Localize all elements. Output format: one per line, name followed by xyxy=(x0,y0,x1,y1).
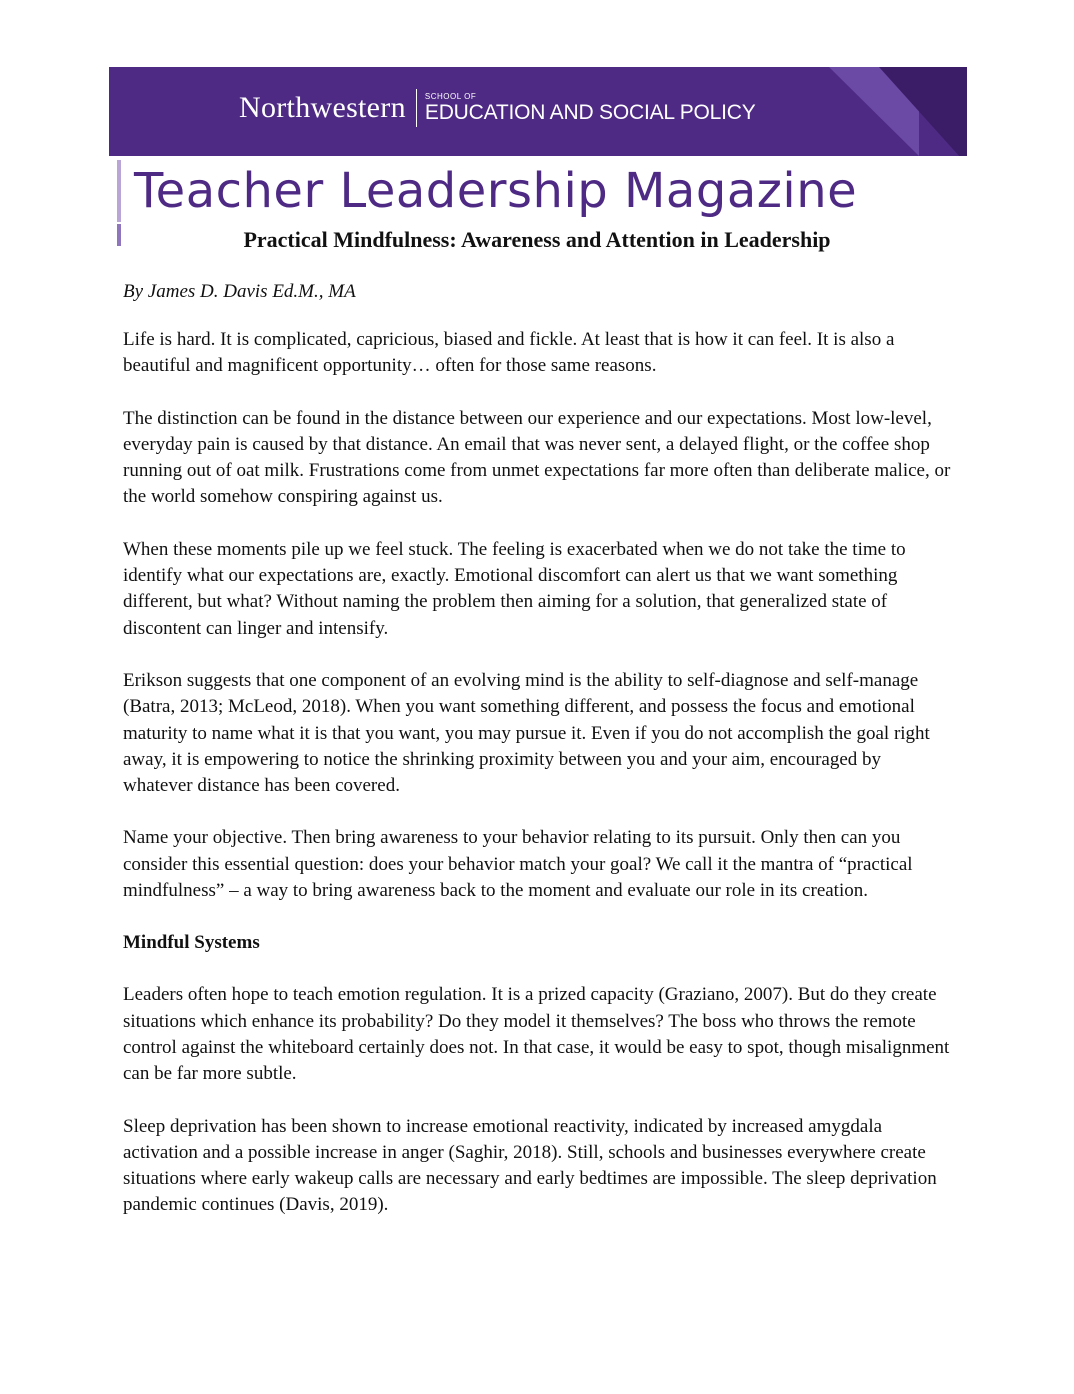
article-author: By James D. Davis Ed.M., MA xyxy=(123,281,356,302)
body-paragraph: When these moments pile up we feel stuck. The feeling is exacerbated when we do not take the time to identify what our expectations are, exactly. Emotional discomfort can alert us that we want something different, but what? Without naming the problem then aiming for a solution, that generalized state of discontent can linger and intensify. xyxy=(123,538,906,639)
banner-divider xyxy=(416,89,417,127)
section-heading: Mindful Systems xyxy=(123,932,260,954)
body-paragraph: Erikson suggests that one component of an evolving mind is the ability to self-diagnose and self-manage (Batra, 2013; McLeod, 2018). When you want something different, and possess the focus and emotional maturity to name what it is that you want, you may pursue it. Even if you do not accomplish the goal right away, it is empowering to notice the shrinking proximity between you and your aim, encouraged by whatever distance has been covered. xyxy=(123,669,930,797)
school-banner xyxy=(109,67,967,156)
school-name-block xyxy=(425,92,756,125)
article-title: Practical Mindfulness: Awareness and Attention in Leadership xyxy=(243,227,831,252)
banner-logo xyxy=(239,89,756,127)
magazine-accent-bar-lower xyxy=(117,224,121,246)
body-paragraph: Leaders often hope to teach emotion regulation. It is a prized capacity (Graziano, 2007). But do they create situations which enhance its probability? Do they model it themselves? The boss who throws the remote control against the whiteboard certainly does not. In that case, it would be easy to spot, though misalignment can be far more subtle. xyxy=(123,984,950,1085)
school-of-label: SCHOOL OF xyxy=(424,91,477,101)
body-paragraph: Life is hard. It is complicated, capricious, biased and fickle. At least that is how it can feel. It is also a beautiful and magnificent opportunity… often for those same reasons. xyxy=(123,329,895,377)
body-paragraph: Name your objective. Then bring awareness to your behavior relating to its pursuit. Only then can you consider this essential question: does your behavior match your goal? We call it the mantra of “practical mindfulness” – a way to bring awareness back to the moment and evaluate our role in its creation. xyxy=(123,827,913,902)
body-paragraph: Sleep deprivation has been shown to increase emotional reactivity, indicated by increased amygdala activation and a possible increase in anger (Saghir, 2018). Still, schools and businesses everywhere create situations where early wakeup calls are necessary and early bedtimes are impossible. The sleep deprivation pandemic continues (Davis, 2019). xyxy=(123,1115,937,1216)
school-name: EDUCATION AND SOCIAL POLICY xyxy=(424,100,756,124)
university-wordmark: Northwestern xyxy=(239,91,406,124)
article-body xyxy=(123,327,955,1245)
magazine-title: Teacher Leadership Magazine xyxy=(134,163,858,219)
body-paragraph: The distinction can be found in the distance between our experience and our expectations. Most low-level, everyday pain is caused by that distance. An email that was never sent, a delayed flight, or the coffee shop running out of oat milk. Frustrations come from unmet expectations far more often than deliberate malice, or the world somehow conspiring against us. xyxy=(123,407,951,508)
magazine-accent-bar xyxy=(117,160,121,222)
